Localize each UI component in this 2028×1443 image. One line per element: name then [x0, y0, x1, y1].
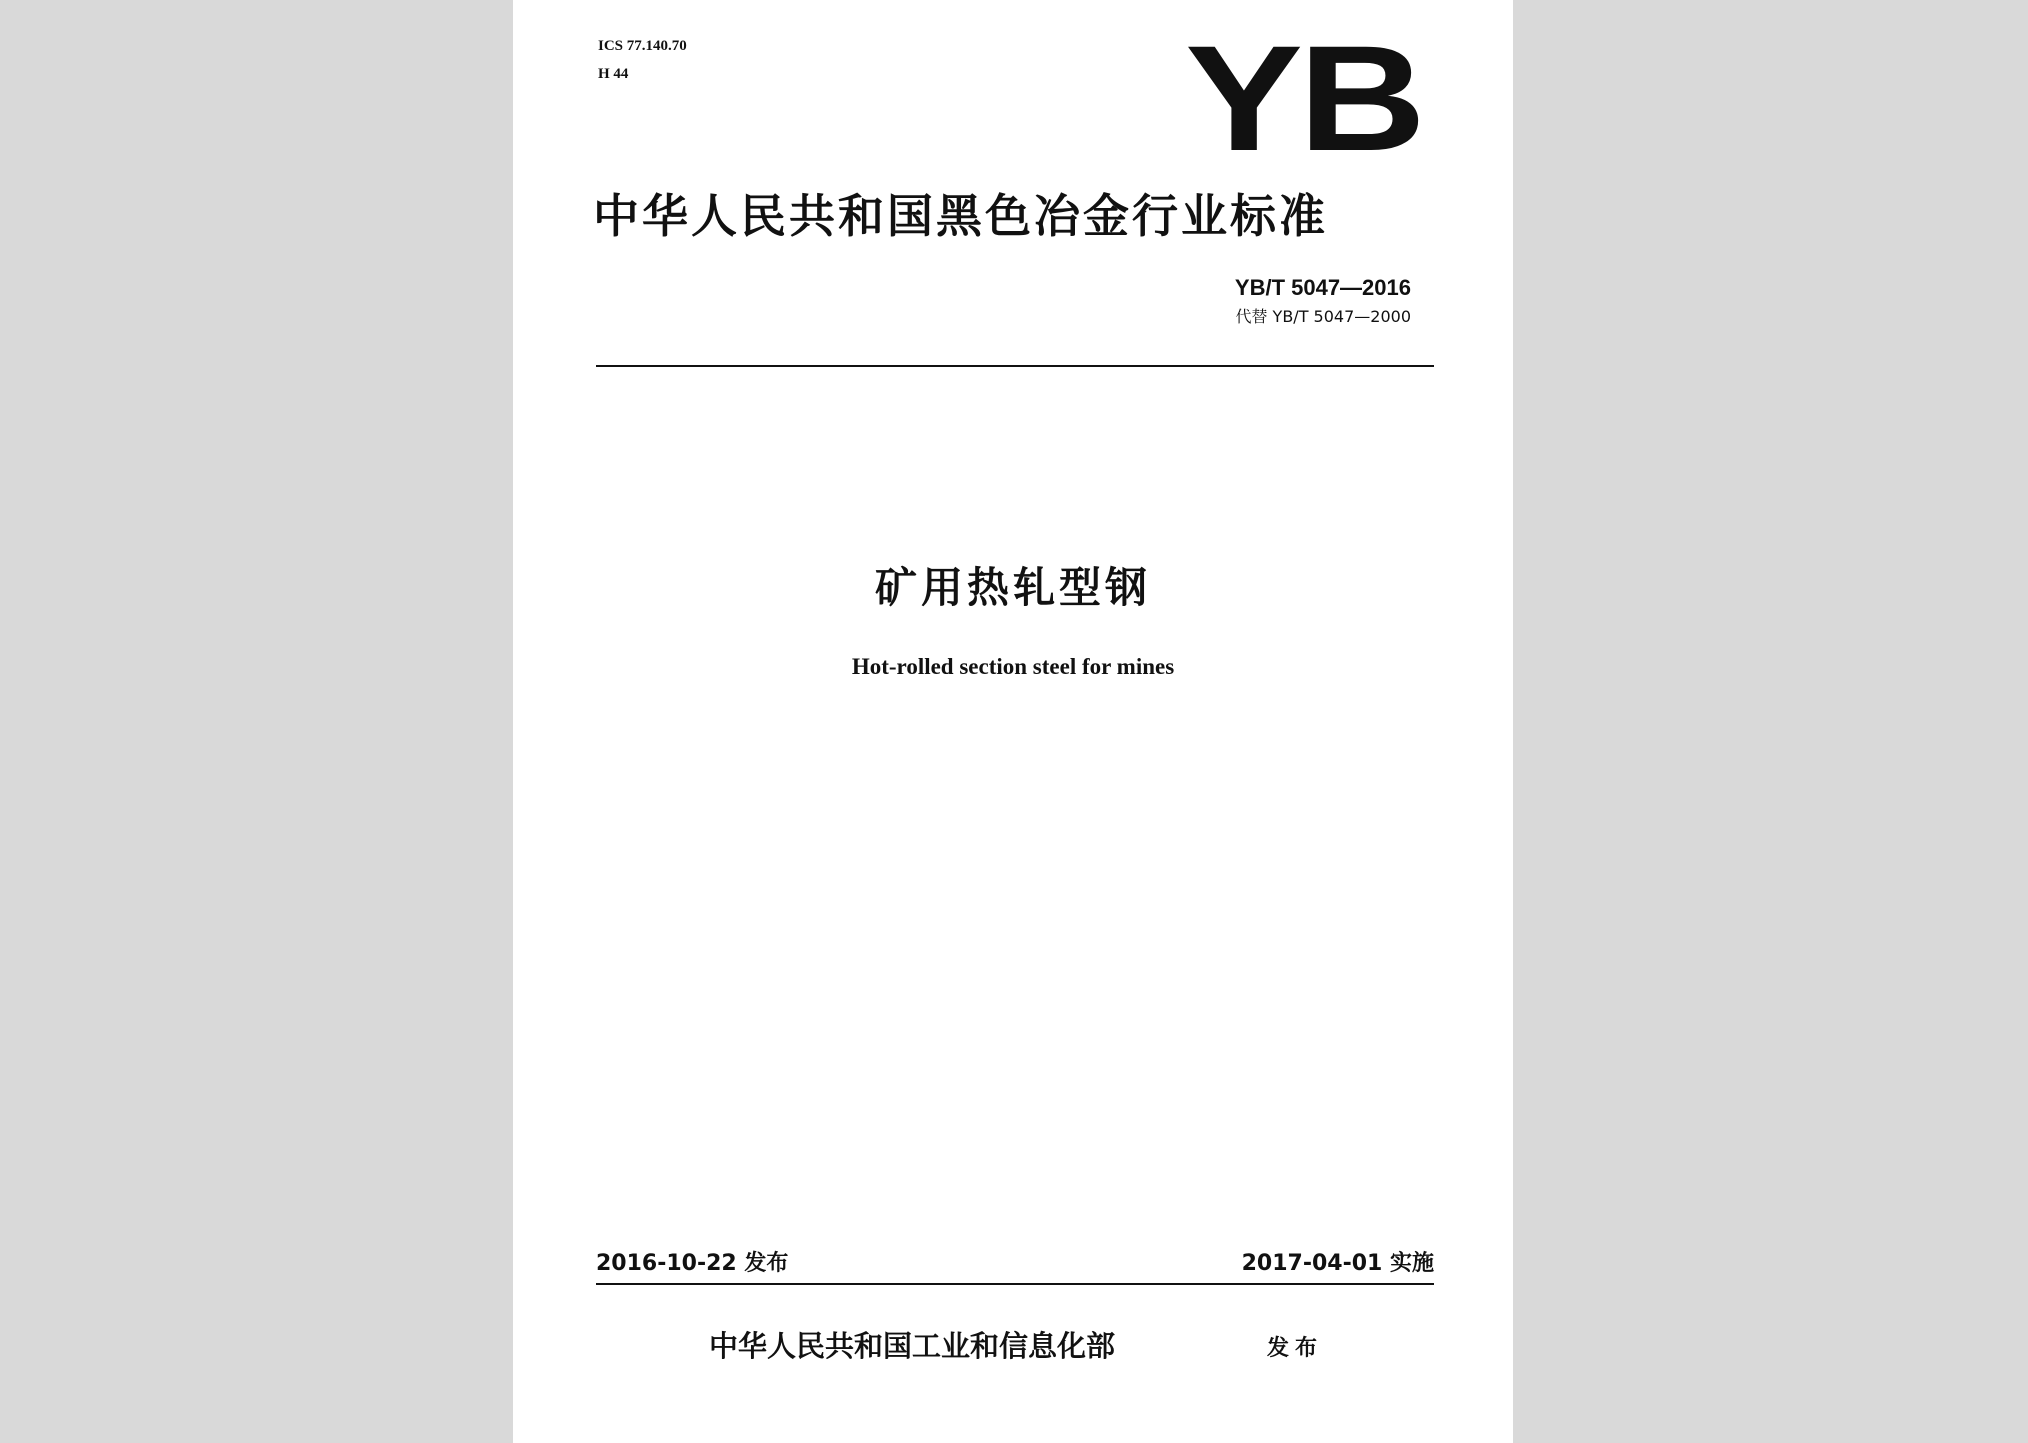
header-divider — [596, 365, 1434, 367]
cover-page — [513, 0, 1513, 1443]
ics-code: ICS 77.140.70 — [598, 38, 687, 54]
clc-code: H 44 — [598, 66, 629, 82]
footer-divider — [596, 1283, 1434, 1285]
standard-number: YB/T 5047—2016 — [1234, 275, 1411, 300]
effective-date: 2017-04-01 实施 — [1241, 1251, 1434, 1276]
publisher-name: 中华人民共和国工业和信息化部 — [709, 1329, 1116, 1363]
publish-label: 发布 — [1267, 1335, 1324, 1361]
document-title-chinese: 矿用热轧型钢 — [874, 563, 1151, 612]
standard-category-title: 中华人民共和国黑色冶金行业标准 — [593, 189, 1328, 243]
document-title-english: Hot-rolled section steel for mines — [851, 654, 1175, 679]
issue-date: 2016-10-22 发布 — [596, 1251, 789, 1276]
replaces-standard: 代替 YB/T 5047—2000 — [1235, 307, 1411, 326]
yb-logo: YB — [1185, 14, 1422, 182]
